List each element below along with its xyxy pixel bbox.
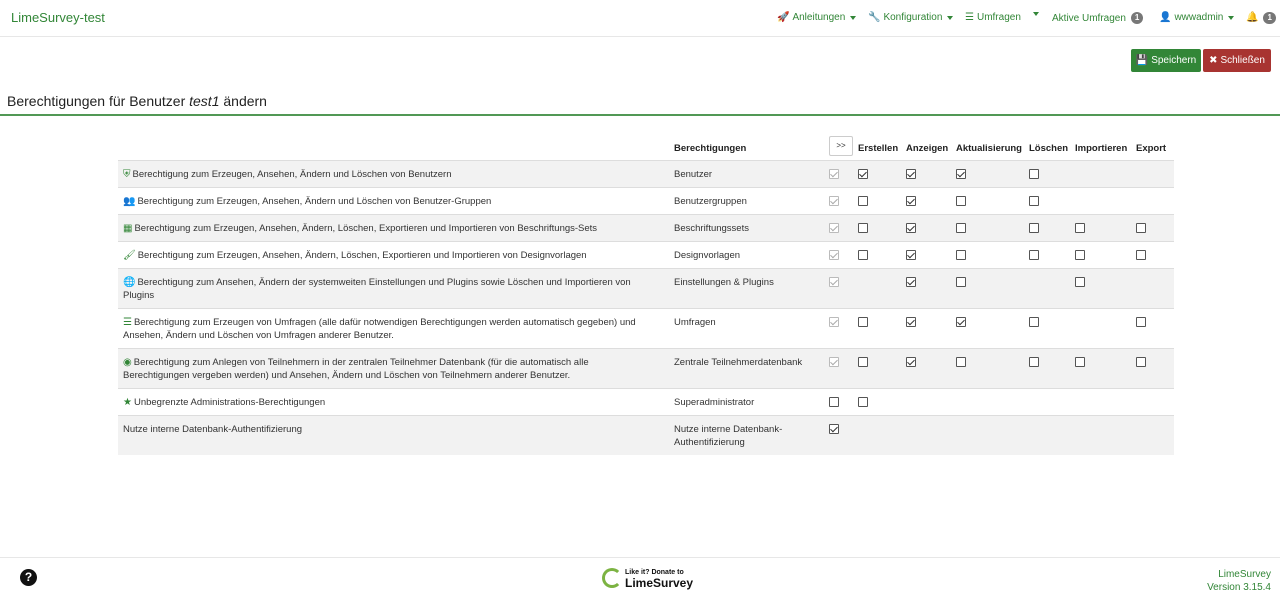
bell-icon: 🔔 (1246, 12, 1259, 23)
delete-checkbox[interactable] (1029, 223, 1039, 233)
row-description (118, 160, 674, 187)
floppy-icon: 💾 (1135, 54, 1149, 66)
cell-create (858, 187, 906, 214)
export-checkbox[interactable] (1136, 223, 1146, 233)
row-description (118, 348, 674, 388)
page-title (7, 93, 267, 109)
cell-export (1136, 308, 1174, 348)
caret-down-icon (1228, 16, 1234, 20)
row-toggle-checkbox[interactable] (829, 169, 839, 179)
read-checkbox[interactable] (906, 277, 916, 287)
cell-read (906, 268, 956, 308)
create-checkbox[interactable] (858, 250, 868, 260)
top-navbar (0, 0, 1280, 37)
cell-update (956, 160, 1029, 187)
cell-export (1136, 348, 1174, 388)
close-button[interactable] (1203, 49, 1271, 72)
delete-checkbox[interactable] (1029, 169, 1039, 179)
close-icon: ✖ (1209, 54, 1218, 66)
list-icon: ☰ (965, 11, 974, 23)
row-toggle-checkbox[interactable] (829, 317, 839, 327)
export-checkbox[interactable] (1136, 357, 1146, 367)
update-checkbox[interactable] (956, 169, 966, 179)
row-description-text: Berechtigung zum Erzeugen, Ansehen, Ändern, Löschen, Exportieren und Importieren von Beschriftungs-Sets (134, 222, 598, 234)
brush-icon: 🖌 (123, 249, 136, 261)
delete-checkbox[interactable] (1029, 317, 1039, 327)
cell-read (906, 388, 956, 415)
cell-export (1136, 415, 1174, 455)
label-sets-icon: ▦ (123, 222, 133, 234)
cell-import (1075, 187, 1136, 214)
row-permission-name: Benutzer (674, 160, 829, 187)
nav-user-label: wwwadmin (1174, 12, 1224, 23)
delete-checkbox[interactable] (1029, 357, 1039, 367)
update-checkbox[interactable] (956, 223, 966, 233)
nav-user-menu[interactable] (1159, 12, 1234, 23)
create-checkbox[interactable] (858, 357, 868, 367)
read-checkbox[interactable] (906, 250, 916, 260)
cell-create (858, 308, 906, 348)
row-description (118, 308, 674, 348)
cell-import (1075, 388, 1136, 415)
page-title-prefix: Berechtigungen für Benutzer (7, 93, 190, 109)
row-toggle-checkbox[interactable] (829, 223, 839, 233)
cell-read (906, 214, 956, 241)
globe-icon: 🌐 (123, 276, 136, 288)
read-checkbox[interactable] (906, 169, 916, 179)
cell-import (1075, 348, 1136, 388)
close-label: Schließen (1220, 55, 1265, 66)
brand-link[interactable]: LimeSurvey-test (11, 10, 105, 25)
cell-export (1136, 268, 1174, 308)
cell-create (858, 388, 906, 415)
caret-down-icon (850, 16, 856, 20)
cell-read (906, 241, 956, 268)
table-row (118, 241, 1174, 268)
cell-import (1075, 268, 1136, 308)
header-permission: Berechtigungen (674, 142, 747, 154)
table-row (118, 187, 1174, 214)
version-number: Version 3.15.4 (1207, 582, 1271, 593)
header-read: Anzeigen (906, 142, 949, 154)
create-checkbox[interactable] (858, 397, 868, 407)
cell-delete (1029, 268, 1075, 308)
header-toggle (829, 131, 858, 160)
nav-anleitungen-label: Anleitungen (792, 12, 846, 23)
cell-delete (1029, 214, 1075, 241)
rocket-icon: 🚀 (777, 11, 790, 23)
cell-toggle (829, 241, 858, 268)
table-row (118, 268, 1174, 308)
row-description (118, 214, 674, 241)
row-description (118, 241, 674, 268)
row-permission-name: Beschriftungssets (674, 214, 829, 241)
update-checkbox[interactable] (956, 250, 966, 260)
title-divider (0, 114, 1280, 116)
cell-toggle (829, 348, 858, 388)
cell-delete (1029, 415, 1075, 455)
cell-update (956, 308, 1029, 348)
row-description-text: Unbegrenzte Administrations-Berechtigungen (133, 396, 326, 408)
cell-update (956, 187, 1029, 214)
nav-umfragen-label: Umfragen (976, 12, 1021, 23)
row-toggle-checkbox[interactable] (829, 397, 839, 407)
cell-import (1075, 160, 1136, 187)
permissions-table (118, 131, 1174, 455)
create-checkbox[interactable] (858, 223, 868, 233)
table-row (118, 214, 1174, 241)
cell-export (1136, 160, 1174, 187)
row-description (118, 187, 674, 214)
nav-notifications[interactable] (1246, 12, 1280, 24)
import-checkbox[interactable] (1075, 277, 1085, 287)
cell-create (858, 268, 906, 308)
header-delete: Löschen (1029, 142, 1069, 154)
cell-toggle (829, 388, 858, 415)
donate-line1: Like it? Donate to (625, 569, 684, 576)
table-row (118, 308, 1174, 348)
cell-read (906, 160, 956, 187)
cell-update (956, 415, 1029, 455)
caret-down-icon (947, 16, 953, 20)
row-permission-name: Benutzergruppen (674, 187, 829, 214)
donate-link[interactable] (602, 568, 693, 588)
update-checkbox[interactable] (956, 277, 966, 287)
page-footer (0, 557, 1280, 604)
cell-toggle (829, 308, 858, 348)
cell-create (858, 160, 906, 187)
row-toggle-checkbox[interactable] (829, 357, 839, 367)
row-toggle-checkbox[interactable] (829, 196, 839, 206)
cell-delete (1029, 187, 1075, 214)
cell-import (1075, 214, 1136, 241)
cell-read (906, 415, 956, 455)
cell-toggle (829, 160, 858, 187)
star-icon: ★ (123, 396, 132, 408)
row-description-text: Berechtigung zum Erzeugen, Ansehen, Ändern und Löschen von Benutzer-Gruppen (137, 195, 492, 207)
table-row (118, 415, 1174, 455)
cell-toggle (829, 415, 858, 455)
cell-delete (1029, 348, 1075, 388)
toggle-all-button[interactable]: >> (829, 136, 853, 156)
cell-create (858, 214, 906, 241)
create-checkbox[interactable] (858, 169, 868, 179)
import-checkbox[interactable] (1075, 223, 1085, 233)
user-icon: 👤 (1159, 11, 1172, 23)
row-description (118, 268, 674, 308)
cell-delete (1029, 241, 1075, 268)
row-permission-name: Nutze interne Datenbank-Authentifizierung (674, 415, 829, 455)
row-toggle-checkbox[interactable] (829, 277, 839, 287)
header-description (118, 131, 674, 160)
cell-update (956, 388, 1029, 415)
delete-checkbox[interactable] (1029, 196, 1039, 206)
read-checkbox[interactable] (906, 223, 916, 233)
cell-delete (1029, 388, 1075, 415)
cell-create (858, 415, 906, 455)
row-description-text: Berechtigung zum Anlegen von Teilnehmern in der zentralen Teilnehmer Datenbank (für die automatisch alle Berechtigungen vergeben werden) und Ansehen, Ändern und Löschen von Teilnehmern anderer Benutzer. (123, 356, 589, 381)
users-icon: 👥 (123, 195, 136, 207)
nav-umfragen[interactable] (965, 12, 1021, 23)
nav-aktive-umfragen[interactable] (1052, 12, 1143, 24)
row-description-text: Berechtigung zum Erzeugen, Ansehen, Ändern, Löschen, Exportieren und Importieren von Designvorlagen (137, 249, 587, 261)
user-circle-icon: ◉ (123, 356, 132, 368)
import-checkbox[interactable] (1075, 357, 1085, 367)
list-icon: ☰ (123, 316, 132, 328)
nav-konfiguration[interactable] (868, 12, 953, 23)
table-row (118, 348, 1174, 388)
header-export: Export (1136, 142, 1167, 154)
cell-import (1075, 308, 1136, 348)
cell-toggle (829, 187, 858, 214)
cell-delete (1029, 160, 1075, 187)
export-checkbox[interactable] (1136, 317, 1146, 327)
read-checkbox[interactable] (906, 317, 916, 327)
nav-konfiguration-label: Konfiguration (883, 12, 943, 23)
row-description (118, 388, 674, 415)
update-checkbox[interactable] (956, 196, 966, 206)
row-permission-name: Zentrale Teilnehmerdatenbank (674, 348, 829, 388)
export-checkbox[interactable] (1136, 250, 1146, 260)
shield-icon: ⛨ (123, 168, 131, 180)
read-checkbox[interactable] (906, 196, 916, 206)
update-checkbox[interactable] (956, 357, 966, 367)
save-label: Speichern (1151, 55, 1197, 66)
page-title-suffix: ändern (219, 93, 267, 109)
header-import: Importieren (1075, 142, 1128, 154)
cell-update (956, 348, 1029, 388)
row-permission-name: Umfragen (674, 308, 829, 348)
version-info[interactable] (1207, 568, 1271, 594)
cell-import (1075, 241, 1136, 268)
cell-export (1136, 388, 1174, 415)
cell-create (858, 348, 906, 388)
table-header-row (118, 131, 1174, 160)
create-checkbox[interactable] (858, 317, 868, 327)
row-permission-name: Designvorlagen (674, 241, 829, 268)
help-icon[interactable]: ? (20, 569, 37, 586)
save-button[interactable] (1131, 49, 1201, 72)
donate-line2: LimeSurvey (625, 576, 694, 590)
import-checkbox[interactable] (1075, 250, 1085, 260)
limesurvey-logo-icon (602, 568, 622, 588)
caret-down-icon (1033, 12, 1039, 16)
cell-read (906, 187, 956, 214)
wrench-icon: 🔧 (868, 11, 881, 23)
cell-update (956, 214, 1029, 241)
notifications-badge: 1 (1263, 12, 1275, 24)
row-description-text: Berechtigung zum Erzeugen von Umfragen (alle dafür notwendigen Berechtigungen werden automatisch gegeben) und Ansehen, Ändern und Löschen von Umfragen anderer Benutzer. (123, 316, 636, 341)
cell-update (956, 241, 1029, 268)
create-checkbox[interactable] (858, 196, 868, 206)
row-description-text: Berechtigung zum Ansehen, Ändern der systemweiten Einstellungen und Plugins sowie Löschen und Importieren von Plugins (123, 276, 631, 301)
product-name: LimeSurvey (1218, 569, 1271, 580)
header-update: Aktualisierung (956, 142, 1022, 154)
page-title-username: test1 (189, 93, 220, 109)
nav-aktive-umfragen-label: Aktive Umfragen (1052, 12, 1126, 24)
row-permission-name: Superadministrator (674, 388, 829, 415)
nav-anleitungen[interactable] (777, 12, 856, 23)
cell-update (956, 268, 1029, 308)
cell-export (1136, 214, 1174, 241)
cell-read (906, 308, 956, 348)
active-surveys-badge: 1 (1131, 12, 1143, 24)
table-row (118, 160, 1174, 187)
row-permission-name: Einstellungen & Plugins (674, 268, 829, 308)
row-description-text: Berechtigung zum Erzeugen, Ansehen, Ändern und Löschen von Benutzern (132, 168, 452, 180)
cell-toggle (829, 214, 858, 241)
cell-export (1136, 187, 1174, 214)
row-toggle-checkbox[interactable] (829, 424, 839, 434)
update-checkbox[interactable] (956, 317, 966, 327)
delete-checkbox[interactable] (1029, 250, 1039, 260)
nav-umfragen-dropdown[interactable] (1031, 12, 1039, 16)
row-description: Nutze interne Datenbank-Authentifizierung (118, 415, 674, 455)
cell-toggle (829, 268, 858, 308)
row-toggle-checkbox[interactable] (829, 250, 839, 260)
cell-create (858, 241, 906, 268)
cell-read (906, 348, 956, 388)
cell-import (1075, 415, 1136, 455)
cell-export (1136, 241, 1174, 268)
header-create: Erstellen (858, 142, 899, 154)
table-row (118, 388, 1174, 415)
read-checkbox[interactable] (906, 357, 916, 367)
cell-delete (1029, 308, 1075, 348)
